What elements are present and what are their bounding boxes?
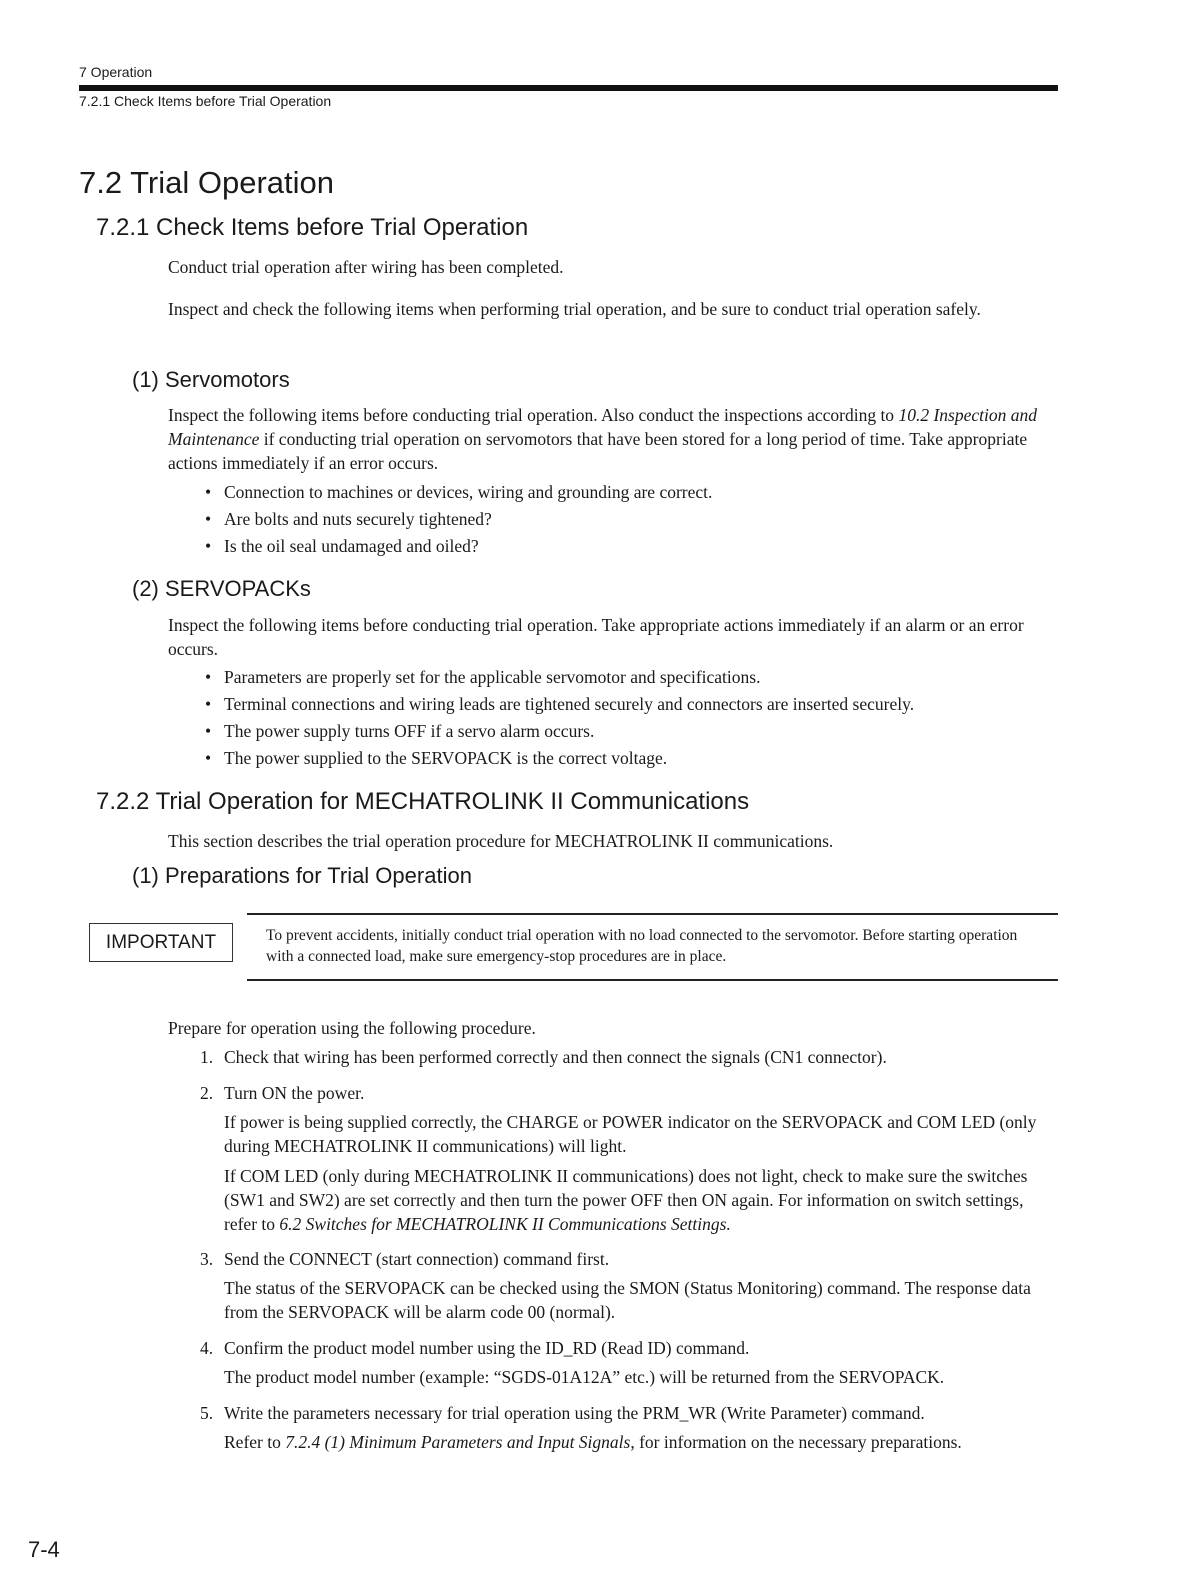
paragraph-servomotors: [168, 403, 1058, 475]
paragraph-section-description: This section describes the trial operation procedure for MECHATROLINK II communications.: [168, 831, 834, 851]
text-span: Inspect the following items before conducting trial operation. Also conduct the inspections according to: [168, 405, 899, 425]
list-item: • The power supply turns OFF if a servo alarm occurs.: [205, 718, 1055, 745]
subheading-servomotors: (1) Servomotors: [132, 367, 290, 392]
list-item: • Is the oil seal undamaged and oiled?: [205, 533, 1055, 560]
important-rule-top: [247, 913, 1058, 915]
cross-reference: 6.2 Switches for MECHATROLINK II Communications Settings.: [279, 1214, 731, 1234]
page-title: 7.2 Trial Operation: [79, 165, 335, 200]
cross-reference: 10.2 Inspection and Maintenance: [168, 405, 1037, 449]
important-note-text: To prevent accidents, initially conduct trial operation with no load connected to the servomotor. Before starting operation with a connected load, make sure emergency-stop procedures are in place.: [266, 927, 1018, 965]
running-header-chapter: 7 Operation: [79, 64, 153, 80]
step-note: The product model number (example: “SGDS-01A12A” etc.) will be returned from the SERVOPACK.: [224, 1367, 945, 1387]
step-text: Check that wiring has been performed correctly and then connect the signals (CN1 connector).: [224, 1047, 887, 1067]
section-heading-7-2-2: 7.2.2 Trial Operation for MECHATROLINK II Communications: [96, 788, 750, 815]
step-text: Write the parameters necessary for trial operation using the PRM_WR (Write Parameter) command.: [224, 1403, 925, 1423]
paragraph-inspect: Inspect and check the following items when performing trial operation, and be sure to conduct trial operation safely.: [168, 299, 981, 319]
paragraph-servopacks: Inspect the following items before conducting trial operation. Take appropriate actions immediately if an alarm or an error occurs.: [168, 615, 1024, 659]
step-number: 4.: [200, 1338, 214, 1358]
important-rule-bottom: [247, 979, 1058, 981]
list-item: • Parameters are properly set for the applicable servomotor and specifications.: [205, 664, 1055, 691]
list-item: • Terminal connections and wiring leads are tightened securely and connectors are inserted securely.: [205, 691, 1055, 718]
list-item: • Are bolts and nuts securely tightened?: [205, 506, 1055, 533]
step-text: Send the CONNECT (start connection) command first.: [224, 1249, 610, 1269]
text-span: If COM LED (only during MECHATROLINK II communications) does not light, check to make sure the switches (SW1 and SW2) are set correctly and then turn the power OFF then ON again. For information on switch settings, refer to: [224, 1166, 1028, 1234]
step-number: 1.: [200, 1047, 214, 1067]
step-note: [224, 1430, 1060, 1454]
page-number: 7-4: [28, 1537, 60, 1562]
header-rule: [79, 85, 1058, 91]
step-text: Turn ON the power.: [224, 1083, 365, 1103]
step-note: [224, 1164, 1060, 1236]
servopack-checklist: [205, 664, 1055, 772]
servomotor-checklist: [205, 479, 1055, 560]
subheading-preparations: (1) Preparations for Trial Operation: [132, 863, 472, 888]
text-span: , for information on the necessary preparations.: [630, 1432, 962, 1452]
step-number: 2.: [200, 1083, 214, 1103]
subheading-servopacks: (2) SERVOPACKs: [132, 576, 311, 601]
important-label: IMPORTANT: [89, 923, 233, 962]
cross-reference: 7.2.4 (1) Minimum Parameters and Input Signals: [285, 1432, 631, 1452]
list-item: • The power supplied to the SERVOPACK is the correct voltage.: [205, 745, 1055, 772]
paragraph-prepare-intro: Prepare for operation using the following procedure.: [168, 1018, 536, 1038]
step-number: 5.: [200, 1403, 214, 1423]
running-header-section: 7.2.1 Check Items before Trial Operation: [79, 93, 332, 109]
step-note: If power is being supplied correctly, the CHARGE or POWER indicator on the SERVOPACK and COM LED (only during MECHATROLINK II communications) will light.: [224, 1112, 1037, 1156]
section-heading-7-2-1: 7.2.1 Check Items before Trial Operation: [96, 214, 529, 241]
step-note: The status of the SERVOPACK can be checked using the SMON (Status Monitoring) command. The response data from the SERVOPACK will be alarm code 00 (normal).: [224, 1278, 1031, 1322]
list-item: • Connection to machines or devices, wiring and grounding are correct.: [205, 479, 1055, 506]
text-span: if conducting trial operation on servomotors that have been stored for a long period of time. Take appropriate actions immediately if an error occurs.: [168, 429, 1028, 473]
step-number: 3.: [200, 1249, 214, 1269]
step-text: Confirm the product model number using the ID_RD (Read ID) command.: [224, 1338, 750, 1358]
text-span: Refer to: [224, 1432, 286, 1452]
paragraph-conduct: Conduct trial operation after wiring has been completed.: [168, 257, 564, 277]
